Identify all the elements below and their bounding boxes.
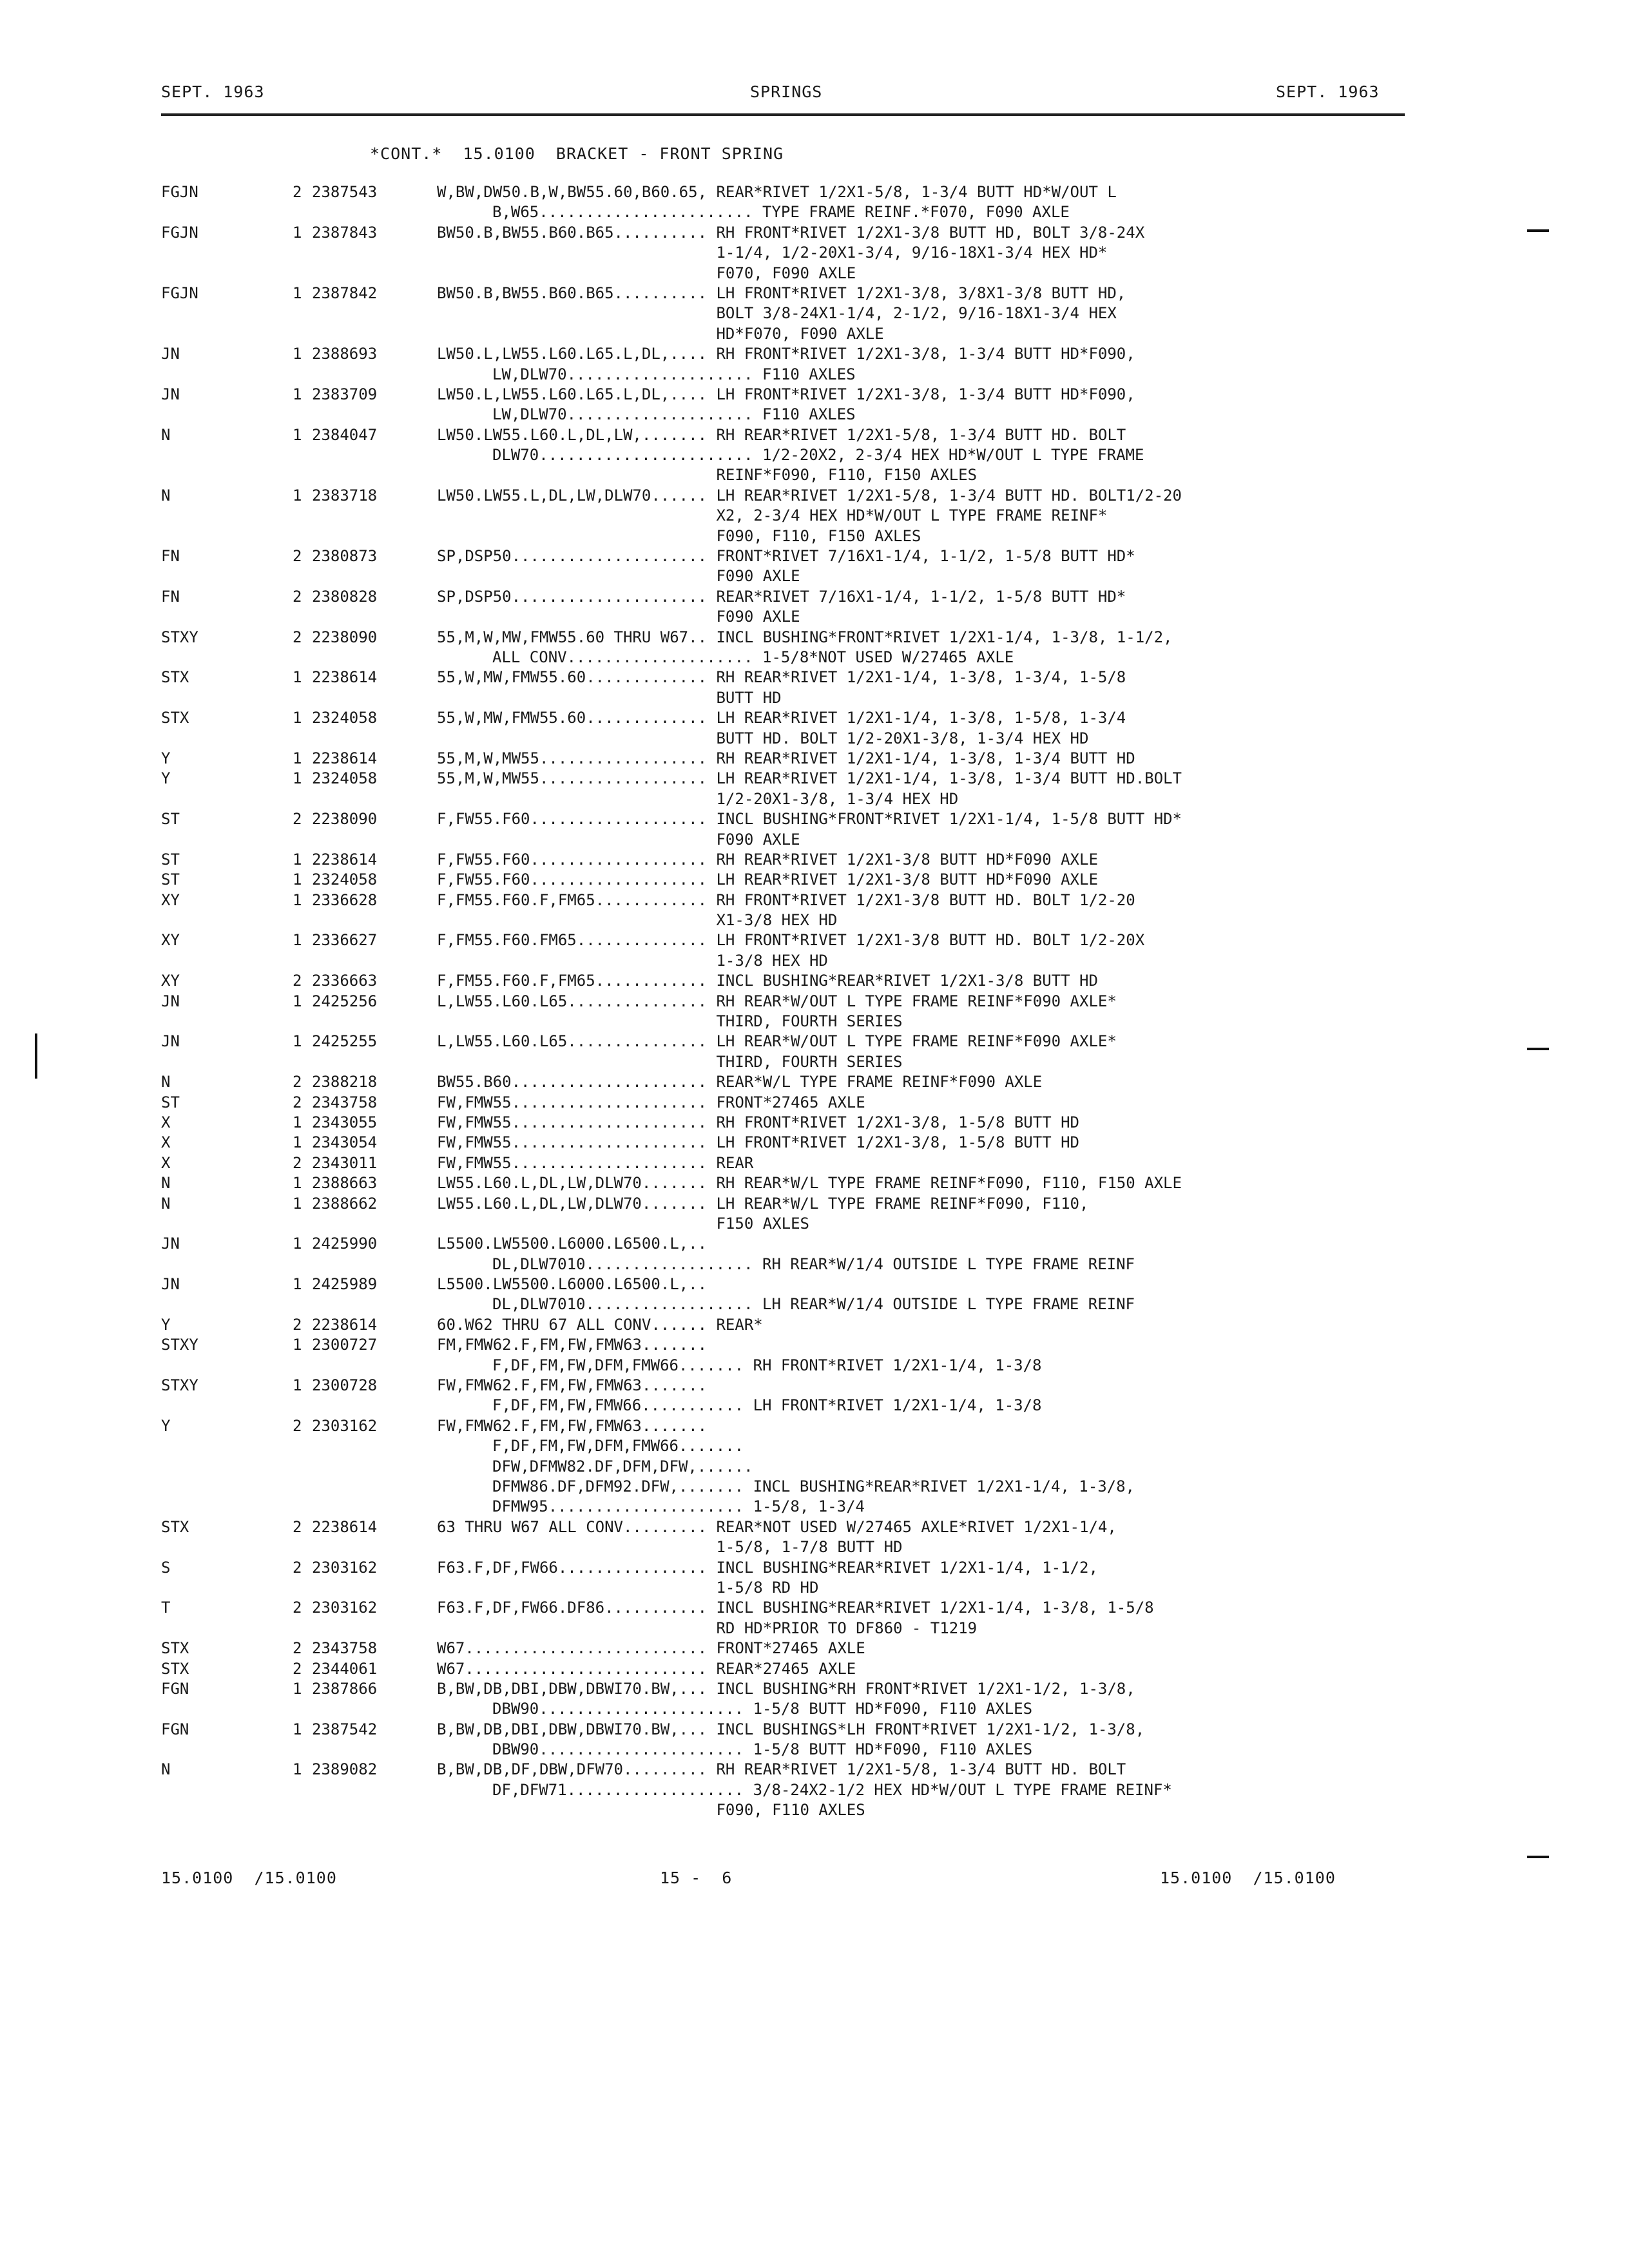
entry-line: LW50.LW55.L,DL,LW,DLW70...... LH REAR*RIVET 1/2X1-5/8, 1-3/4 BUTT HD. BOLT1/2-20 xyxy=(437,486,1182,505)
entry-line: L,LW55.L60.L65............... RH REAR*W/OUT L TYPE FRAME REINF*F090 AXLE* xyxy=(437,992,1117,1010)
entry-qty: 1 xyxy=(293,345,302,363)
entry-line: RD HD*PRIOR TO DF860 - T1219 xyxy=(437,1619,978,1637)
entry-line: F,DF,FM,FW,DFM,FMW66....... xyxy=(492,1437,744,1456)
entry-code: JN xyxy=(161,992,180,1010)
entry-line: L5500.LW5500.L6000.L6500.L,.. xyxy=(437,1275,708,1294)
entry-qty: 1 xyxy=(293,870,302,889)
entry-code: N xyxy=(161,486,171,505)
entry-qty: 1 xyxy=(293,385,302,403)
entry-code: XY xyxy=(161,931,180,950)
entry-line: FW,FMW62.F,FM,FW,FMW63....... xyxy=(437,1376,708,1395)
entry-line: FW,FMW55..................... LH FRONT*RIVET 1/2X1-3/8, 1-5/8 BUTT HD xyxy=(437,1133,1079,1152)
parts-entry xyxy=(161,486,1418,546)
entry-line: B,BW,DB,DBI,DBW,DBWI70.BW,... INCL BUSHINGS*LH FRONT*RIVET 1/2X1-1/2, 1-3/8, xyxy=(437,1720,1145,1738)
entry-part-number: 2300728 xyxy=(312,1376,378,1395)
parts-entry xyxy=(161,1315,1418,1335)
entry-qty: 2 xyxy=(293,1517,302,1536)
parts-entry xyxy=(161,668,1418,708)
parts-entry xyxy=(161,182,1418,223)
entry-line: DLW70....................... 1/2-20X2, 2-3/4 HEX HD*W/OUT L TYPE FRAME xyxy=(492,446,1144,465)
entry-line: F,FW55.F60................... INCL BUSHING*FRONT*RIVET 1/2X1-1/4, 1-5/8 BUTT HD* xyxy=(437,810,1182,829)
entry-qty: 1 xyxy=(293,890,302,909)
entry-part-number: 2380873 xyxy=(312,547,378,566)
entry-line: W67.......................... REAR*27465 AXLE xyxy=(437,1659,856,1678)
parts-entry xyxy=(161,1416,1418,1517)
parts-entry xyxy=(161,284,1418,344)
entry-line: LW50.L,LW55.L60.L65.L,DL,.... RH FRONT*RIVET 1/2X1-3/8, 1-3/4 BUTT HD*F090, xyxy=(437,345,1135,363)
entry-code: FGN xyxy=(161,1679,189,1698)
parts-entry xyxy=(161,1133,1418,1153)
entry-part-number: 2380828 xyxy=(312,587,378,606)
entry-part-number: 2324058 xyxy=(312,769,378,788)
entry-qty: 1 xyxy=(293,850,302,869)
entry-line: 1-5/8, 1-7/8 BUTT HD xyxy=(437,1538,903,1557)
entry-line: BUTT HD xyxy=(437,688,782,707)
parts-entry xyxy=(161,1194,1418,1235)
entry-code: STX xyxy=(161,1639,189,1658)
entry-qty: 2 xyxy=(293,1153,302,1172)
entry-line: BOLT 3/8-24X1-1/4, 2-1/2, 9/16-18X1-3/4 HEX xyxy=(437,304,1117,323)
footer-right: 15.0100 /15.0100 xyxy=(1160,1869,1336,1887)
entry-part-number: 2238090 xyxy=(312,628,378,646)
entry-line: 55,M,W,MW55.................. LH REAR*RIVET 1/2X1-1/4, 1-3/8, 1-3/4 BUTT HD.BOLT xyxy=(437,769,1182,788)
entry-part-number: 2343011 xyxy=(312,1153,378,1172)
parts-entry xyxy=(161,1598,1418,1639)
entry-part-number: 2238614 xyxy=(312,1315,378,1334)
entry-part-number: 2344061 xyxy=(312,1659,378,1678)
entry-part-number: 2238090 xyxy=(312,810,378,829)
entry-part-number: 2425990 xyxy=(312,1235,378,1253)
footer-left: 15.0100 /15.0100 xyxy=(161,1869,337,1887)
entry-code: XY xyxy=(161,890,180,909)
parts-entry xyxy=(161,1679,1418,1720)
parts-entry xyxy=(161,344,1418,385)
entry-qty: 1 xyxy=(293,1113,302,1131)
parts-entry xyxy=(161,1335,1418,1376)
entry-line: X2, 2-3/4 HEX HD*W/OUT L TYPE FRAME REINF* xyxy=(437,506,1108,525)
entry-code: ST xyxy=(161,1093,180,1111)
parts-entry xyxy=(161,1032,1418,1072)
entry-line: X1-3/8 HEX HD xyxy=(437,911,838,930)
entry-line: F63.F,DF,FW66................ INCL BUSHING*REAR*RIVET 1/2X1-1/4, 1-1/2, xyxy=(437,1558,1098,1577)
entry-code: STXY xyxy=(161,1336,198,1354)
entry-line: LW55.L60.L,DL,LW,DLW70....... RH REAR*W/L TYPE FRAME REINF*F090, F110, F150 AXLE xyxy=(437,1174,1182,1193)
entry-line: 55,M,W,MW,FMW55.60 THRU W67.. INCL BUSHING*FRONT*RIVET 1/2X1-1/4, 1-3/8, 1-1/2, xyxy=(437,628,1173,646)
parts-entry xyxy=(161,1720,1418,1760)
entry-qty: 1 xyxy=(293,1032,302,1051)
entry-part-number: 2336627 xyxy=(312,931,378,950)
entry-qty: 1 xyxy=(293,992,302,1010)
parts-entry xyxy=(161,1072,1418,1092)
entry-code: FGN xyxy=(161,1720,189,1738)
entry-line: DFMW86.DF,DFM92.DFW,....... INCL BUSHING*REAR*RIVET 1/2X1-1/4, 1-3/8, xyxy=(492,1477,1135,1495)
entry-part-number: 2383718 xyxy=(312,486,378,505)
entry-line: FW,FMW55..................... FRONT*27465 AXLE xyxy=(437,1093,865,1111)
parts-entry xyxy=(161,749,1418,769)
margin-mark xyxy=(1527,1048,1549,1050)
entry-line: ALL CONV.................... 1-5/8*NOT USED W/27465 AXLE xyxy=(492,648,1014,666)
entry-line: DF,DFW71................... 3/8-24X2-1/2 HEX HD*W/OUT L TYPE FRAME REINF* xyxy=(492,1780,1172,1799)
entry-line: 55,M,W,MW55.................. RH REAR*RIVET 1/2X1-1/4, 1-3/8, 1-3/4 BUTT HD xyxy=(437,749,1135,767)
entry-qty: 2 xyxy=(293,1073,302,1091)
parts-entry xyxy=(161,1153,1418,1173)
entry-qty: 2 xyxy=(293,1558,302,1577)
header-rule xyxy=(161,113,1405,116)
parts-entry xyxy=(161,1173,1418,1193)
entry-code: STXY xyxy=(161,1376,198,1395)
parts-entry xyxy=(161,1234,1418,1274)
entry-part-number: 2336663 xyxy=(312,972,378,990)
entry-part-number: 2425256 xyxy=(312,992,378,1010)
entry-line: W,BW,DW50.B,W,BW55.60,B60.65, REAR*RIVET 1/2X1-5/8, 1-3/4 BUTT HD*W/OUT L xyxy=(437,183,1117,201)
entry-code: Y xyxy=(161,1416,171,1435)
entry-code: JN xyxy=(161,345,180,363)
entry-code: FGJN xyxy=(161,284,198,302)
entry-qty: 1 xyxy=(293,1235,302,1253)
margin-mark xyxy=(1527,1856,1549,1858)
entry-line: L,LW55.L60.L65............... LH REAR*W/OUT L TYPE FRAME REINF*F090 AXLE* xyxy=(437,1032,1117,1051)
entry-code: N xyxy=(161,425,171,444)
parts-entry xyxy=(161,223,1418,284)
parts-entry xyxy=(161,1376,1418,1416)
entry-line: 1/2-20X1-3/8, 1-3/4 HEX HD xyxy=(437,789,959,808)
entry-qty: 1 xyxy=(293,1679,302,1698)
entry-line: F070, F090 AXLE xyxy=(437,264,856,282)
entry-code: STX xyxy=(161,668,189,687)
entry-line: DBW90...................... 1-5/8 BUTT HD*F090, F110 AXLES xyxy=(492,1700,1033,1718)
entry-line: BW55.B60..................... REAR*W/L TYPE FRAME REINF*F090 AXLE xyxy=(437,1073,1043,1091)
parts-entry xyxy=(161,1274,1418,1315)
entry-line: B,W65....................... TYPE FRAME REINF.*F070, F090 AXLE xyxy=(492,203,1070,222)
entry-qty: 2 xyxy=(293,1659,302,1678)
parts-entry xyxy=(161,1517,1418,1558)
entry-line: HD*F070, F090 AXLE xyxy=(437,324,884,343)
entry-qty: 1 xyxy=(293,1174,302,1193)
entry-line: F150 AXLES xyxy=(437,1214,809,1233)
entry-qty: 2 xyxy=(293,1599,302,1617)
entry-line: LW55.L60.L,DL,LW,DLW70....... LH REAR*W/L TYPE FRAME REINF*F090, F110, xyxy=(437,1194,1089,1213)
parts-entry xyxy=(161,546,1418,587)
entry-qty: 1 xyxy=(293,284,302,302)
entry-line: THIRD, FOURTH SERIES xyxy=(437,1052,903,1071)
header-right: SEPT. 1963 xyxy=(1276,82,1380,101)
entry-part-number: 2388662 xyxy=(312,1194,378,1213)
entry-line: DL,DLW7010.................. LH REAR*W/1/4 OUTSIDE L TYPE FRAME REINF xyxy=(492,1295,1135,1314)
entry-qty: 1 xyxy=(293,1376,302,1395)
entry-line: 55,W,MW,FMW55.60............. RH REAR*RIVET 1/2X1-1/4, 1-3/8, 1-3/4, 1-5/8 xyxy=(437,668,1126,687)
entry-line: LW50.L,LW55.L60.L65.L,DL,.... LH FRONT*RIVET 1/2X1-3/8, 1-3/4 BUTT HD*F090, xyxy=(437,385,1135,403)
entry-line: F090 AXLE xyxy=(437,830,800,849)
entry-part-number: 2238614 xyxy=(312,668,378,687)
parts-entry xyxy=(161,870,1418,890)
margin-mark xyxy=(35,1033,37,1079)
entry-code: N xyxy=(161,1760,171,1779)
entry-part-number: 2343758 xyxy=(312,1093,378,1111)
parts-entry xyxy=(161,930,1418,971)
entry-line: SP,DSP50..................... FRONT*RIVET 7/16X1-1/4, 1-1/2, 1-5/8 BUTT HD* xyxy=(437,547,1135,566)
entry-code: Y xyxy=(161,1315,171,1334)
entry-line: F63.F,DF,FW66.DF86........... INCL BUSHING*REAR*RIVET 1/2X1-1/4, 1-3/8, 1-5/8 xyxy=(437,1599,1154,1617)
entry-line: THIRD, FOURTH SERIES xyxy=(437,1012,903,1031)
entry-qty: 2 xyxy=(293,1416,302,1435)
entry-line: REINF*F090, F110, F150 AXLES xyxy=(437,466,978,485)
parts-entry xyxy=(161,769,1418,809)
entry-line: BW50.B,BW55.B60.B65.......... LH FRONT*RIVET 1/2X1-3/8, 3/8X1-3/8 BUTT HD, xyxy=(437,284,1126,302)
entry-part-number: 2387866 xyxy=(312,1679,378,1698)
parts-entry xyxy=(161,587,1418,628)
entry-code: JN xyxy=(161,1032,180,1051)
entry-part-number: 2425989 xyxy=(312,1275,378,1294)
entry-code: STX xyxy=(161,1659,189,1678)
parts-entry xyxy=(161,890,1418,931)
entry-qty: 2 xyxy=(293,1315,302,1334)
entry-code: X xyxy=(161,1113,171,1131)
entry-line: F,FW55.F60................... RH REAR*RIVET 1/2X1-3/8 BUTT HD*F090 AXLE xyxy=(437,850,1098,869)
entry-code: N xyxy=(161,1073,171,1091)
parts-list xyxy=(161,182,1418,1821)
entry-part-number: 2383709 xyxy=(312,385,378,403)
entry-qty: 1 xyxy=(293,1336,302,1354)
entry-part-number: 2238614 xyxy=(312,749,378,767)
entry-line: FW,FMW55..................... REAR xyxy=(437,1153,754,1172)
entry-code: Y xyxy=(161,749,171,767)
entry-line: DFMW95..................... 1-5/8, 1-3/4 xyxy=(492,1497,865,1516)
parts-entry xyxy=(161,1639,1418,1658)
entry-line: F,FW55.F60................... LH REAR*RIVET 1/2X1-3/8 BUTT HD*F090 AXLE xyxy=(437,870,1098,889)
entry-part-number: 2238614 xyxy=(312,1517,378,1536)
margin-mark xyxy=(1527,229,1549,232)
header-left: SEPT. 1963 xyxy=(161,82,265,101)
entry-code: STX xyxy=(161,1517,189,1536)
parts-entry xyxy=(161,1558,1418,1599)
entry-qty: 2 xyxy=(293,628,302,646)
footer-page-number: 15 - 6 xyxy=(660,1869,733,1887)
entry-part-number: 2303162 xyxy=(312,1599,378,1617)
entry-code: Y xyxy=(161,769,171,788)
entry-part-number: 2387843 xyxy=(312,223,378,242)
entry-part-number: 2389082 xyxy=(312,1760,378,1779)
entry-qty: 2 xyxy=(293,972,302,990)
entry-part-number: 2388218 xyxy=(312,1073,378,1091)
entry-line: LW50.LW55.L60.L,DL,LW,....... RH REAR*RIVET 1/2X1-5/8, 1-3/4 BUTT HD. BOLT xyxy=(437,425,1126,444)
parts-entry xyxy=(161,385,1418,425)
parts-entry xyxy=(161,971,1418,991)
parts-entry xyxy=(161,809,1418,850)
entry-qty: 2 xyxy=(293,547,302,566)
entry-line: FM,FMW62.F,FM,FW,FMW63....... xyxy=(437,1336,708,1354)
entry-line: 55,W,MW,FMW55.60............. LH REAR*RIVET 1/2X1-1/4, 1-3/8, 1-5/8, 1-3/4 xyxy=(437,709,1126,727)
parts-entry xyxy=(161,1113,1418,1133)
entry-line: F,DF,FM,FW,FMW66........... LH FRONT*RIVET 1/2X1-1/4, 1-3/8 xyxy=(492,1396,1042,1415)
entry-part-number: 2336628 xyxy=(312,890,378,909)
entry-code: T xyxy=(161,1599,171,1617)
entry-code: STXY xyxy=(161,628,198,646)
entry-line: DFW,DFMW82.DF,DFM,DFW,...... xyxy=(492,1457,753,1475)
section-subtitle: *CONT.* 15.0100 BRACKET - FRONT SPRING xyxy=(370,144,784,163)
entry-code: N xyxy=(161,1194,171,1213)
entry-qty: 1 xyxy=(293,223,302,242)
entry-line: 1-3/8 HEX HD xyxy=(437,951,828,970)
entry-line: B,BW,DB,DBI,DBW,DBWI70.BW,... INCL BUSHING*RH FRONT*RIVET 1/2X1-1/2, 1-3/8, xyxy=(437,1679,1135,1698)
parts-entry xyxy=(161,1760,1418,1820)
entry-part-number: 2324058 xyxy=(312,870,378,889)
entry-line: 1-1/4, 1/2-20X1-3/4, 9/16-18X1-3/4 HEX HD* xyxy=(437,244,1108,262)
parts-entry xyxy=(161,1659,1418,1679)
entry-qty: 2 xyxy=(293,183,302,201)
entry-qty: 1 xyxy=(293,1133,302,1152)
entry-qty: 2 xyxy=(293,1093,302,1111)
entry-line: LW,DLW70.................... F110 AXLES xyxy=(492,405,856,424)
entry-line: F090 AXLE xyxy=(437,567,800,586)
entry-qty: 1 xyxy=(293,486,302,505)
entry-code: JN xyxy=(161,385,180,403)
entry-code: JN xyxy=(161,1235,180,1253)
entry-code: STX xyxy=(161,709,189,727)
entry-code: ST xyxy=(161,870,180,889)
entry-line: F090, F110, F150 AXLES xyxy=(437,526,921,545)
entry-qty: 1 xyxy=(293,931,302,950)
parts-entry xyxy=(161,708,1418,749)
entry-line: L5500.LW5500.L6000.L6500.L,.. xyxy=(437,1235,708,1253)
entry-part-number: 2387543 xyxy=(312,183,378,201)
entry-line: B,BW,DB,DF,DBW,DFW70......... RH REAR*RIVET 1/2X1-5/8, 1-3/4 BUTT HD. BOLT xyxy=(437,1760,1126,1779)
parts-entry xyxy=(161,628,1418,668)
entry-part-number: 2343758 xyxy=(312,1639,378,1658)
entry-line: BUTT HD. BOLT 1/2-20X1-3/8, 1-3/4 HEX HD xyxy=(437,729,1089,747)
entry-qty: 1 xyxy=(293,1720,302,1738)
entry-qty: 1 xyxy=(293,749,302,767)
entry-code: N xyxy=(161,1174,171,1193)
entry-qty: 2 xyxy=(293,587,302,606)
entry-code: FN xyxy=(161,587,180,606)
entry-line: SP,DSP50..................... REAR*RIVET 7/16X1-1/4, 1-1/2, 1-5/8 BUTT HD* xyxy=(437,587,1126,606)
entry-part-number: 2388663 xyxy=(312,1174,378,1193)
parts-entry xyxy=(161,425,1418,486)
entry-line: BW50.B,BW55.B60.B65.......... RH FRONT*RIVET 1/2X1-3/8 BUTT HD, BOLT 3/8-24X xyxy=(437,223,1145,242)
entry-part-number: 2324058 xyxy=(312,709,378,727)
parts-entry xyxy=(161,850,1418,870)
entry-part-number: 2343054 xyxy=(312,1133,378,1152)
entry-line: DBW90...................... 1-5/8 BUTT HD*F090, F110 AXLES xyxy=(492,1740,1033,1759)
entry-part-number: 2384047 xyxy=(312,425,378,444)
entry-line: F,FM55.F60.F,FM65............ INCL BUSHING*REAR*RIVET 1/2X1-3/8 BUTT HD xyxy=(437,972,1098,990)
entry-line: W67.......................... FRONT*27465 AXLE xyxy=(437,1639,865,1658)
entry-line: 1-5/8 RD HD xyxy=(437,1578,819,1597)
entry-part-number: 2425255 xyxy=(312,1032,378,1051)
entry-qty: 1 xyxy=(293,668,302,687)
entry-part-number: 2303162 xyxy=(312,1558,378,1577)
entry-code: FN xyxy=(161,547,180,566)
entry-line: F090, F110 AXLES xyxy=(437,1801,865,1820)
entry-code: FGJN xyxy=(161,223,198,242)
entry-part-number: 2343055 xyxy=(312,1113,378,1131)
entry-line: LW,DLW70.................... F110 AXLES xyxy=(492,365,856,383)
entry-code: X xyxy=(161,1153,171,1172)
entry-line: F090 AXLE xyxy=(437,608,800,626)
header-center: SPRINGS xyxy=(750,82,823,101)
entry-qty: 1 xyxy=(293,1275,302,1294)
entry-qty: 2 xyxy=(293,810,302,829)
entry-code: S xyxy=(161,1558,171,1577)
entry-part-number: 2387542 xyxy=(312,1720,378,1738)
entry-qty: 1 xyxy=(293,1760,302,1779)
entry-line: 63 THRU W67 ALL CONV......... REAR*NOT USED W/27465 AXLE*RIVET 1/2X1-1/4, xyxy=(437,1517,1117,1536)
entry-line: F,FM55.F60.FM65.............. LH FRONT*RIVET 1/2X1-3/8 BUTT HD. BOLT 1/2-20X xyxy=(437,931,1145,950)
parts-entry xyxy=(161,1093,1418,1113)
entry-part-number: 2300727 xyxy=(312,1336,378,1354)
entry-code: ST xyxy=(161,810,180,829)
entry-qty: 2 xyxy=(293,1639,302,1658)
entry-line: F,DF,FM,FW,DFM,FMW66....... RH FRONT*RIVET 1/2X1-1/4, 1-3/8 xyxy=(492,1356,1042,1374)
entry-part-number: 2303162 xyxy=(312,1416,378,1435)
entry-qty: 1 xyxy=(293,709,302,727)
entry-code: XY xyxy=(161,972,180,990)
entry-qty: 1 xyxy=(293,425,302,444)
entry-part-number: 2238614 xyxy=(312,850,378,869)
entry-line: FW,FMW55..................... RH FRONT*RIVET 1/2X1-3/8, 1-5/8 BUTT HD xyxy=(437,1113,1079,1131)
entry-line: F,FM55.F60.F,FM65............ RH FRONT*RIVET 1/2X1-3/8 BUTT HD. BOLT 1/2-20 xyxy=(437,890,1135,909)
entry-part-number: 2388693 xyxy=(312,345,378,363)
entry-qty: 1 xyxy=(293,769,302,788)
entry-code: FGJN xyxy=(161,183,198,201)
entry-part-number: 2387842 xyxy=(312,284,378,302)
entry-code: X xyxy=(161,1133,171,1152)
entry-line: FW,FMW62.F,FM,FW,FMW63....... xyxy=(437,1416,708,1435)
entry-code: ST xyxy=(161,850,180,869)
parts-entry xyxy=(161,992,1418,1032)
entry-line: 60.W62 THRU 67 ALL CONV...... REAR* xyxy=(437,1315,763,1334)
entry-qty: 1 xyxy=(293,1194,302,1213)
entry-code: JN xyxy=(161,1275,180,1294)
entry-line: DL,DLW7010.................. RH REAR*W/1/4 OUTSIDE L TYPE FRAME REINF xyxy=(492,1254,1135,1273)
